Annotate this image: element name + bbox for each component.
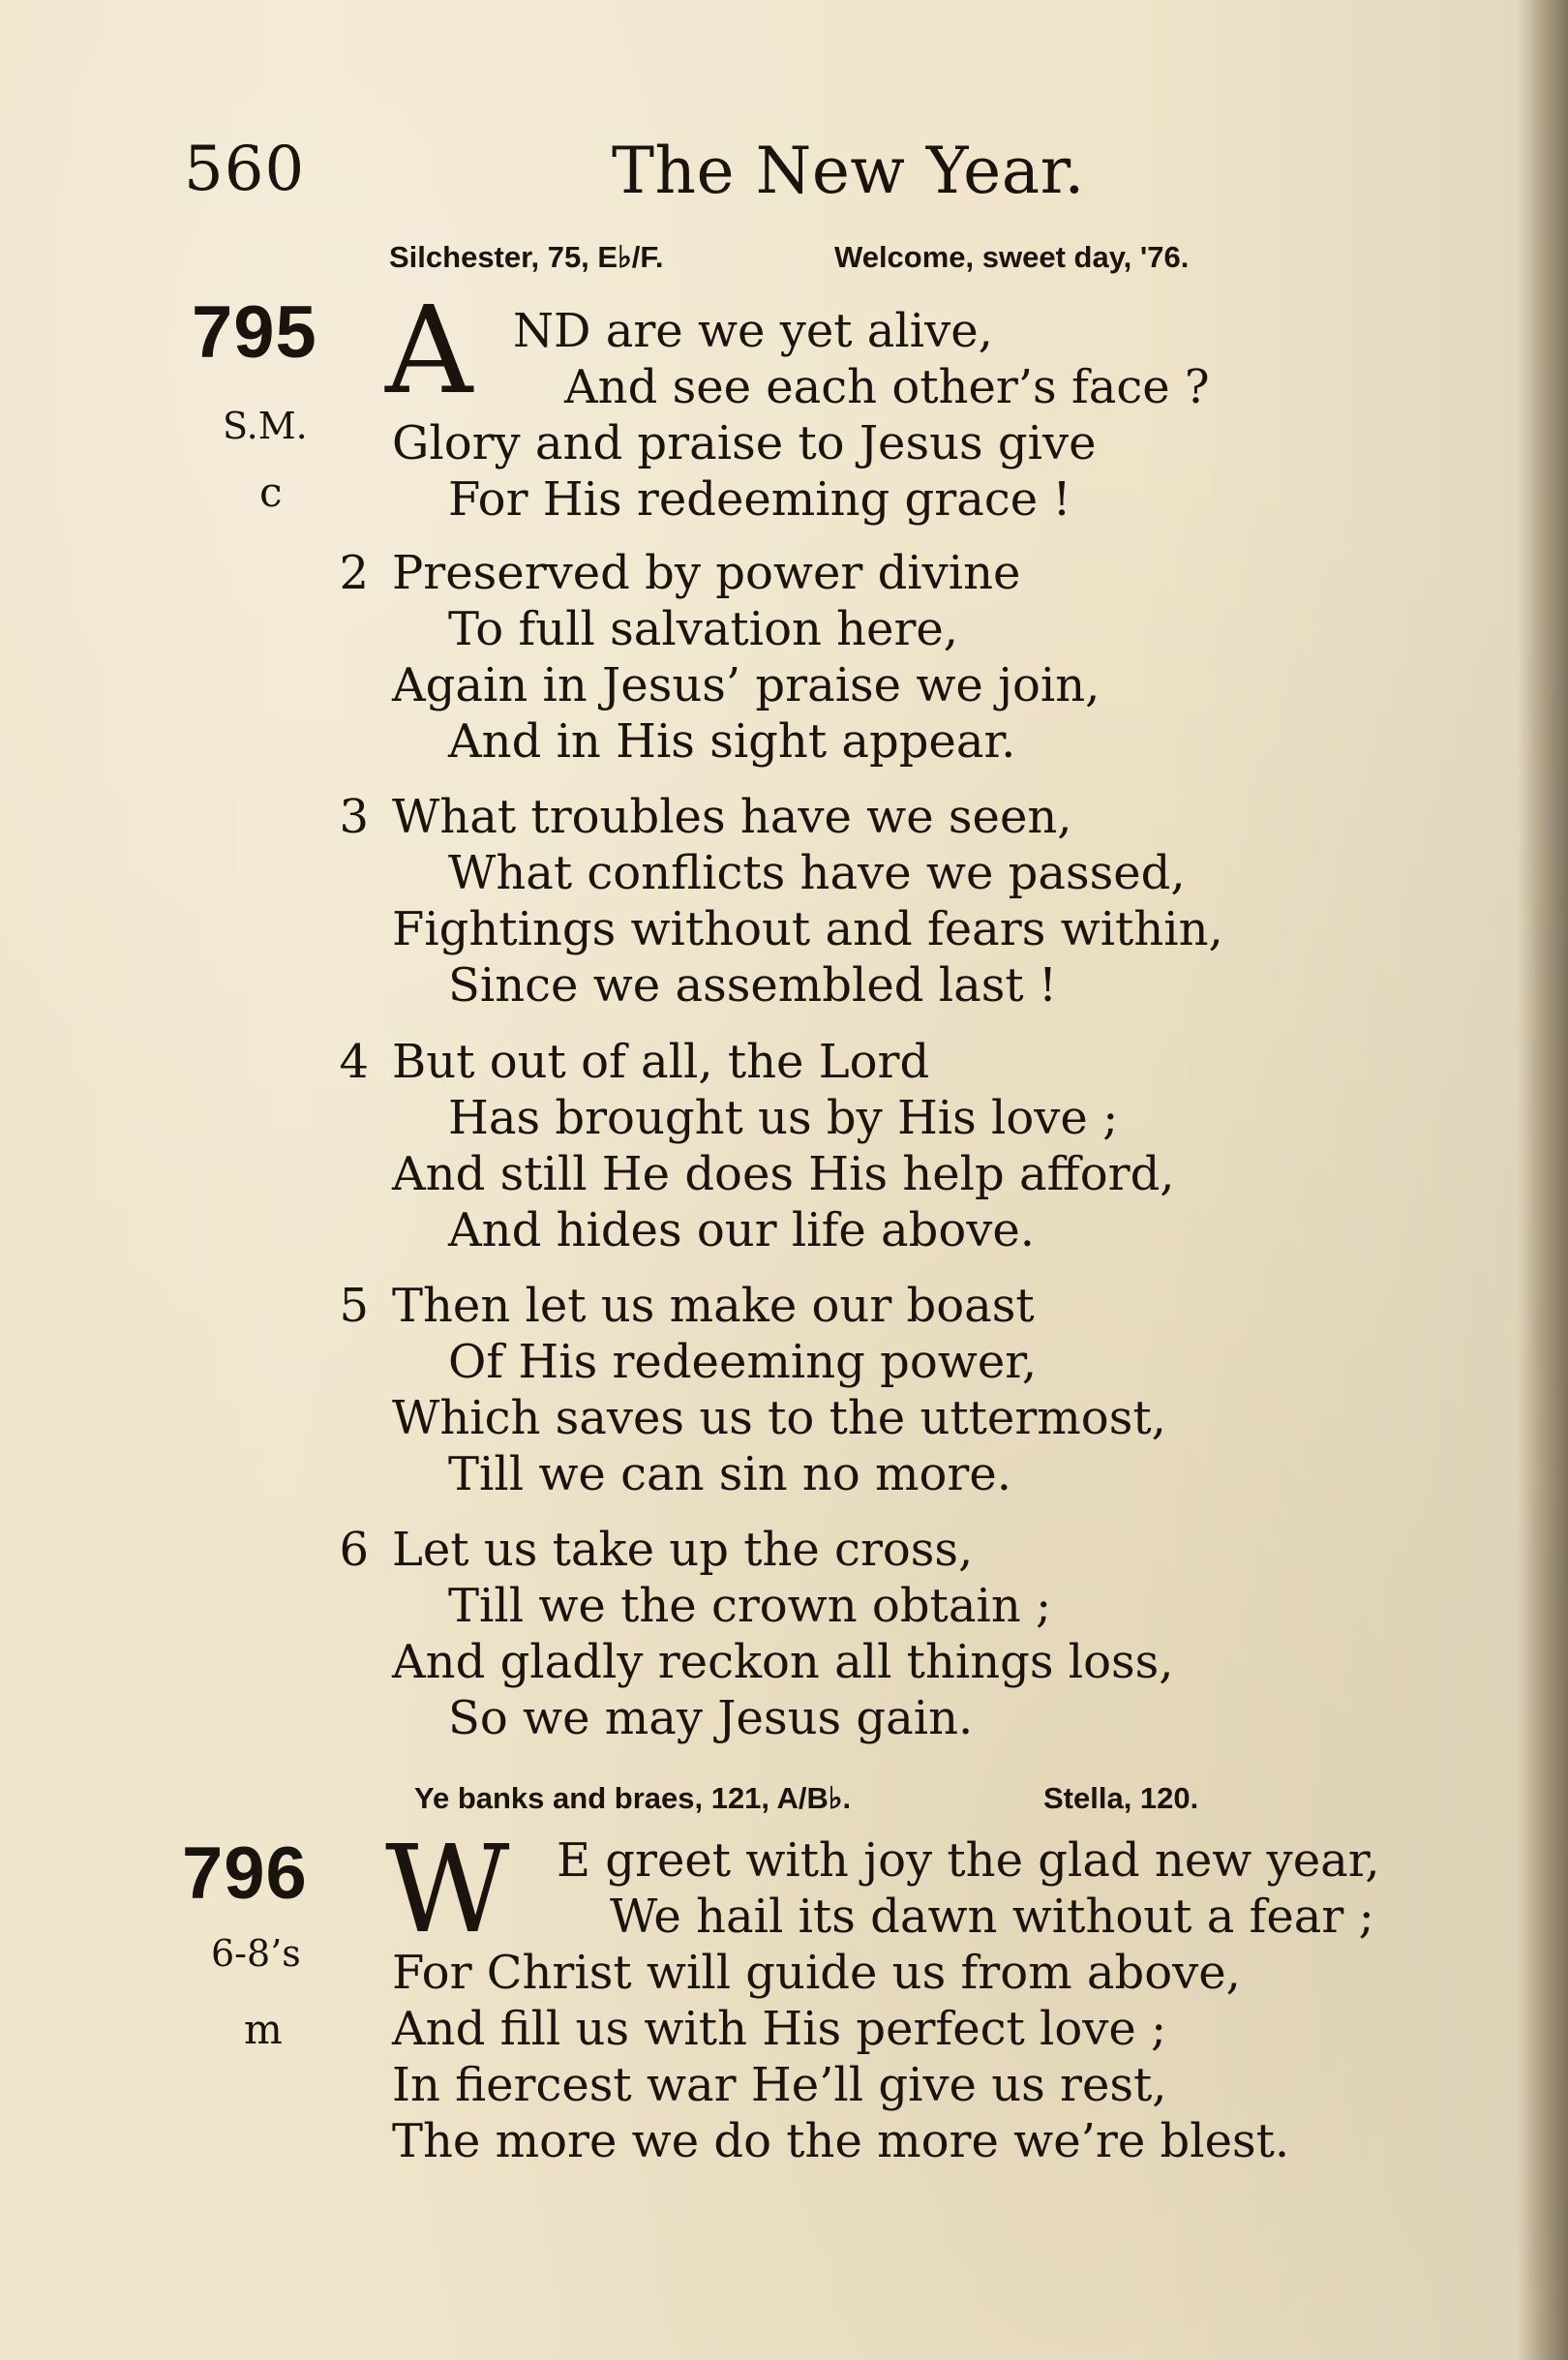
tune-line-795-first: Silchester, 75, E♭/F. (389, 240, 664, 274)
page-number: 560 (184, 134, 306, 205)
hymn-line: Let us take up the cross, (392, 1523, 974, 1577)
meter-795: S.M. (223, 405, 308, 447)
page-title: The New Year. (612, 134, 1085, 208)
hymn-line: Which saves us to the uttermost, (392, 1391, 1166, 1445)
hymn-line: What troubles have we seen, (392, 790, 1072, 844)
hymn-795-stanza-3 (339, 789, 1457, 1014)
hymn-line: Fightings without and fears within, (392, 902, 1223, 956)
verse-number: 2 (339, 546, 369, 600)
hymn-line: Preserved by power divine (392, 546, 1021, 600)
hymn-line: So we may Jesus gain. (448, 1691, 974, 1745)
hymn-number-796: 796 (182, 1832, 308, 1915)
hymn-line: And in His sight appear. (448, 714, 1016, 769)
hymn-line: E greet with joy the glad new year, (557, 1833, 1380, 1888)
hymn-line: Has brought us by His love ; (448, 1091, 1119, 1145)
drop-cap-letter: W (385, 1820, 510, 1960)
hymn-line: Of His redeeming power, (448, 1335, 1038, 1389)
hymn-line: And gladly reckon all things loss, (392, 1635, 1174, 1689)
key-796: m (244, 2006, 283, 2053)
drop-cap-letter: A (385, 281, 473, 421)
hymn-line: ND are we yet alive, (513, 304, 993, 358)
hymn-line: What conflicts have we passed, (448, 846, 1186, 900)
hymn-number-795: 795 (192, 291, 317, 374)
hymn-line: In fiercest war He’ll give us rest, (392, 2058, 1167, 2112)
tune-line-796-first: Ye banks and braes, 121, A/B♭. (414, 1781, 852, 1815)
hymn-line: Since we assembled last ! (448, 958, 1058, 1013)
hymn-796-first-line (557, 1832, 1568, 1889)
hymn-line: Till we the crown obtain ; (448, 1579, 1052, 1633)
tune-line-796-second: Stella, 120. (1043, 1781, 1199, 1815)
verse-number: 3 (339, 790, 369, 844)
hymn-line: And fill us with His perfect love ; (392, 2002, 1167, 2056)
hymn-line: We hail its dawn without a fear ; (610, 1890, 1374, 1944)
hymn-line: And still He does His help afford, (392, 1147, 1175, 1201)
verse-number: 4 (339, 1035, 369, 1089)
hymn-line: The more we do the more we’re blest. (392, 2114, 1290, 2168)
meter-796: 6-8’s (211, 1932, 301, 1975)
hymn-795-stanza-4 (339, 1034, 1457, 1258)
verse-number: 5 (339, 1279, 369, 1333)
key-795: c (259, 469, 283, 516)
hymn-line: Again in Jesus’ praise we join, (392, 658, 1101, 712)
hymn-line: For His redeeming grace ! (448, 472, 1071, 527)
hymn-line: And see each other’s face ? (564, 360, 1210, 414)
hymn-line: Till we can sin no more. (448, 1447, 1011, 1501)
hymn-795-first-line (513, 303, 1568, 359)
hymn-line: To full salvation here, (448, 602, 959, 656)
verse-number: 6 (339, 1523, 369, 1577)
hymn-795-stanza-1 (392, 359, 1457, 528)
hymn-line: For Christ will guide us from above, (392, 1946, 1241, 2000)
hymn-line: Then let us make our boast (392, 1279, 1035, 1333)
hymn-line: And hides our life above. (448, 1203, 1036, 1257)
hymn-795-stanza-2 (339, 545, 1457, 770)
hymn-796-stanza-1 (392, 1889, 1457, 2169)
hymn-795-stanza-5 (339, 1278, 1457, 1502)
hymn-795-stanza-6 (339, 1522, 1457, 1746)
hymn-line: But out of all, the Lord (392, 1035, 930, 1089)
tune-line-795-second: Welcome, sweet day, '76. (834, 240, 1190, 274)
hymn-line: Glory and praise to Jesus give (392, 416, 1097, 470)
